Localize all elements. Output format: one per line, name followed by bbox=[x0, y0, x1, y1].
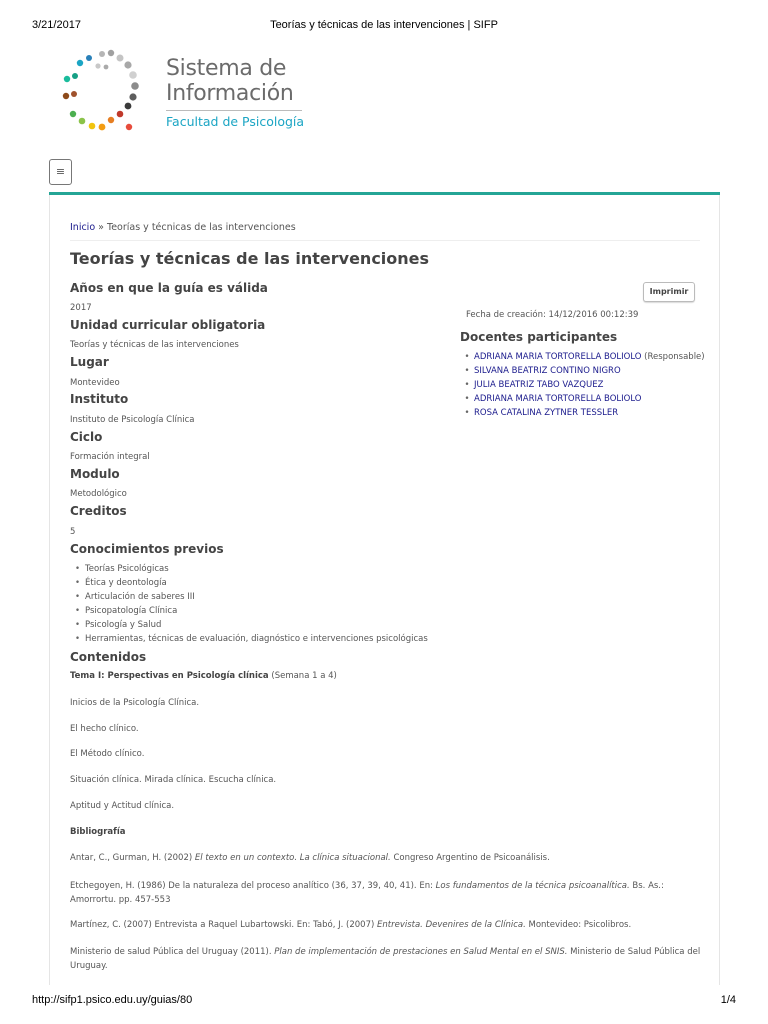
bib-entry bbox=[70, 851, 710, 865]
bib-entry bbox=[70, 879, 710, 907]
bib-title: Plan de implementación de prestaciones en Salud Mental en el SNIS. bbox=[274, 947, 568, 957]
hamburger-icon: ≡ bbox=[55, 165, 66, 178]
print-button[interactable]: Imprimir bbox=[643, 282, 695, 302]
logo-text-line2: Información bbox=[166, 81, 294, 106]
print-header bbox=[32, 19, 736, 33]
creation-date: Fecha de creación: 14/12/2016 00:12:39 bbox=[466, 310, 639, 320]
bib-publisher: Ministerio de Salud Pública del Uruguay. bbox=[70, 947, 701, 971]
contenidos-label: Contenidos bbox=[70, 650, 147, 664]
logo-divider bbox=[166, 110, 302, 111]
bib-title: El texto en un contexto. La clínica situacional. bbox=[194, 853, 391, 863]
bib-author: Ministerio de salud Pública del Uruguay (2011). bbox=[70, 947, 275, 957]
bib-publisher: Bs. As.: Amorrortu. pp. 457-553 bbox=[70, 881, 664, 905]
docente-link[interactable]: JULIA BEATRIZ TABO VAZQUEZ bbox=[474, 380, 604, 390]
docente-item bbox=[460, 350, 705, 364]
print-url: http://sifp1.psico.edu.uy/guias/80 bbox=[32, 994, 193, 1006]
bib-title: Entrevista. Devenires de la Clínica. bbox=[377, 920, 526, 930]
docente-link[interactable]: ADRIANA MARIA TORTORELLA BOLIOLO bbox=[474, 352, 642, 362]
dots-logo-icon bbox=[58, 48, 158, 138]
modulo-label: Modulo bbox=[70, 467, 120, 481]
lugar-label: Lugar bbox=[70, 355, 109, 369]
creditos-value: 5 bbox=[70, 527, 76, 537]
instituto-value: Instituto de Psicología Clínica bbox=[70, 415, 195, 425]
creditos-label: Creditos bbox=[70, 504, 127, 518]
list-item: • Psicología y Salud bbox=[70, 618, 428, 632]
unidad-label: Unidad curricular obligatoria bbox=[70, 318, 266, 332]
unidad-value: Teorías y técnicas de las intervenciones bbox=[70, 340, 239, 350]
tema-heading bbox=[70, 671, 337, 681]
ciclo-label: Ciclo bbox=[70, 430, 103, 444]
logo-text-line1: Sistema de bbox=[166, 56, 287, 81]
docente-role: (Responsable) bbox=[641, 352, 705, 362]
docente-item bbox=[460, 378, 705, 392]
topic-item: Inicios de la Psicología Clínica. bbox=[70, 698, 200, 708]
breadcrumb-home-link[interactable]: Inicio bbox=[70, 222, 96, 233]
panel-border-left bbox=[49, 195, 50, 985]
docente-link[interactable]: ADRIANA MARIA TORTORELLA BOLIOLO bbox=[474, 394, 642, 404]
list-item: • Herramientas, técnicas de evaluación, diagnóstico e intervenciones psicológicas bbox=[70, 632, 428, 646]
docente-item bbox=[460, 406, 705, 420]
lugar-value: Montevideo bbox=[70, 378, 120, 388]
bib-author: Martínez, C. (2007) Entrevista a Raquel Lubartowski. En: Tabó, J. (2007) bbox=[70, 920, 377, 930]
print-page-title: Teorías y técnicas de las intervenciones | SIFP bbox=[270, 19, 498, 31]
list-item: • Articulación de saberes III bbox=[70, 590, 428, 604]
header-divider bbox=[49, 192, 720, 195]
print-page-count: 1/4 bbox=[720, 994, 736, 1006]
conocimientos-label: Conocimientos previos bbox=[70, 542, 224, 556]
docente-link[interactable]: SILVANA BEATRIZ CONTINO NIGRO bbox=[474, 366, 621, 376]
bibliografia-label bbox=[70, 827, 126, 837]
topic-item: El hecho clínico. bbox=[70, 724, 139, 734]
page-title: Teorías y técnicas de las intervenciones bbox=[70, 249, 430, 268]
breadcrumb-separator: » bbox=[95, 222, 107, 233]
bib-author: Etchegoyen, H. (1986) De la naturaleza del proceso analítico (36, 37, 39, 40, 41). En: bbox=[70, 881, 436, 891]
panel-border-right bbox=[719, 195, 720, 985]
tema-weeks: (Semana 1 a 4) bbox=[268, 671, 337, 681]
tema-title: Tema I: Perspectivas en Psicología clínica bbox=[70, 671, 269, 681]
topic-item: El Método clínico. bbox=[70, 749, 145, 759]
bib-title: Los fundamentos de la técnica psicoanalítica. bbox=[435, 881, 630, 891]
bib-entry bbox=[70, 918, 710, 932]
ciclo-value: Formación integral bbox=[70, 452, 150, 462]
anos-label: Años en que la guía es válida bbox=[70, 281, 268, 295]
list-item: • Psicopatología Clínica bbox=[70, 604, 428, 618]
conocimientos-list bbox=[70, 562, 428, 646]
bib-publisher: Montevideo: Psicolibros. bbox=[525, 920, 632, 930]
topic-item: Situación clínica. Mirada clínica. Escucha clínica. bbox=[70, 775, 277, 785]
breadcrumb bbox=[70, 222, 296, 233]
bib-publisher: Congreso Argentino de Psicoanálisis. bbox=[390, 853, 550, 863]
bibliografia-label-text: Bibliografía bbox=[70, 827, 126, 837]
instituto-label: Instituto bbox=[70, 392, 129, 406]
menu-toggle-button[interactable] bbox=[49, 159, 72, 185]
site-logo[interactable] bbox=[58, 48, 308, 138]
bib-entry bbox=[70, 945, 710, 973]
anos-value: 2017 bbox=[70, 303, 92, 313]
logo-text-line3: Facultad de Psicología bbox=[166, 114, 305, 129]
breadcrumb-divider bbox=[70, 240, 700, 241]
bib-author: Antar, C., Gurman, H. (2002) bbox=[70, 853, 195, 863]
docentes-list bbox=[460, 350, 705, 420]
topic-item: Aptitud y Actitud clínica. bbox=[70, 801, 175, 811]
print-footer bbox=[32, 994, 736, 1008]
docente-item bbox=[460, 364, 705, 378]
print-date: 3/21/2017 bbox=[32, 19, 81, 31]
list-item: • Ética y deontología bbox=[70, 576, 428, 590]
breadcrumb-current: Teorías y técnicas de las intervenciones bbox=[107, 222, 296, 233]
docente-item bbox=[460, 392, 705, 406]
modulo-value: Metodológico bbox=[70, 489, 127, 499]
docentes-label: Docentes participantes bbox=[460, 330, 618, 344]
list-item: • Teorías Psicológicas bbox=[70, 562, 428, 576]
docente-link[interactable]: ROSA CATALINA ZYTNER TESSLER bbox=[474, 408, 619, 418]
